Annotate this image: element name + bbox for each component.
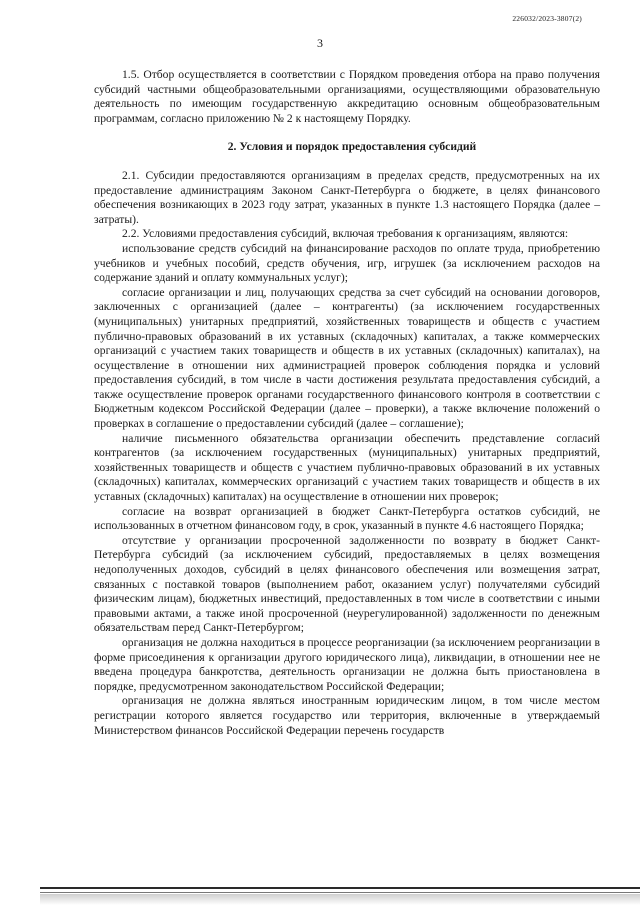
- document-registration-number: 226032/2023-3807(2): [512, 14, 582, 23]
- condition-written-obligation: наличие письменного обязательства организации обеспечить представление согласий контрагентов (за исключением государственных (муниципальных) унитарных предприятий, хозяйственных товариществ и обществ с участием публично-правовых образований в их уставных (складочных) капиталах, коммерческих организаций с участием таких товариществ и обществ в их уставных (складочных) капиталах) на осуществление в отношении них проверок;: [94, 431, 600, 504]
- condition-not-in-reorganization: организация не должна находиться в процессе реорганизации (за исключением реорганизации в форме присоединения к организации другого юридического лица), ликвидации, в отношении нее не введена процедура банкротства, деятельность организации не должна быть приостановлена в порядке, предусмотренном законодательством Российской Федерации;: [94, 635, 600, 693]
- condition-no-overdue-debt: отсутствие у организации просроченной задолженности по возврату в бюджет Санкт-Петербурга субсидий (за исключением субсидий, предоставляемых в целях возмещения недополученных доходов, субсидий в целях финансового обеспечения или возмещения затрат, связанных с поставкой товаров (выполнением работ, оказанием услуг) получателями субсидий физическим лицам), бюджетных инвестиций, предоставленных в том числе в соответствии с иными правовыми актами, а также иной просроченной (неурегулированной) задолженности по денежным обязательствам перед Санкт-Петербургом;: [94, 533, 600, 635]
- section-heading: 2. Условия и порядок предоставления субсидий: [227, 140, 477, 154]
- condition-use-of-funds: использование средств субсидий на финансирование расходов по оплате труда, приобретению учебников и учебных пособий, средств обучения, игр, игрушек (за исключением расходов на содержание зданий и оплату коммунальных услуг);: [94, 241, 600, 285]
- paragraph-2-2: 2.2. Условиями предоставления субсидий, включая требования к организациям, являются:: [122, 227, 569, 241]
- condition-not-foreign-entity: организация не должна являться иностранным юридическим лицом, в том числе местом регистрации которого является государство или территория, включенные в утверждаемый Министерством финансов Российской Федерации перечень государств: [94, 694, 600, 737]
- condition-return-of-balances: согласие на возврат организацией в бюджет Санкт-Петербурга остатков субсидий, не использованных в отчетном финансовом году, в срок, указанный в пункте 4.6 настоящего Порядка;: [94, 504, 600, 533]
- scan-bottom-shadow: [40, 894, 640, 905]
- paragraph-2-1: 2.1. Субсидии предоставляются организациям в пределах средств, предусмотренных на их предоставление администрациям Законом Санкт-Петербурга о бюджете, в целях финансового обеспечения возникающих в 2023 году затрат, указанных в пункте 1.3 настоящего Порядка (далее – затраты).: [94, 168, 600, 226]
- condition-consent-to-audits: согласие организации и лиц, получающих средства за счет субсидий на основании договоров, заключенных с организацией (далее – контрагенты) (за исключением государственных (муниципальных) унитарных предприятий, хозяйственных товариществ и обществ с участием публично-правовых образований в их уставных (складочных) капиталах, а также коммерческих организаций с участием таких товариществ и обществ в их уставных (складочных) капиталах), на осуществление в отношении них администрацией проверок соблюдения порядка и условий предоставления субсидий, в том числе в части достижения результата предоставления субсидий, а также осуществление проверок органами государственного финансового контроля в соответствии с Бюджетным кодексом Российской Федерации (далее – проверки), а также включение положений о проверках в соглашение о предоставлении субсидий (далее – соглашение);: [94, 285, 600, 431]
- paragraph-1-5: 1.5. Отбор осуществляется в соответствии с Порядком проведения отбора на право получения субсидий частными общеобразовательными организациями, осуществляющими образовательную деятельность по имеющим государственную аккредитацию основным общеобразовательным программам, согласно приложению № 2 к настоящему Порядку.: [94, 68, 600, 125]
- page-number: 3: [317, 36, 323, 50]
- scan-bottom-edge-secondary: [40, 892, 640, 893]
- scan-bottom-edge: [40, 887, 640, 889]
- document-body: [94, 68, 600, 738]
